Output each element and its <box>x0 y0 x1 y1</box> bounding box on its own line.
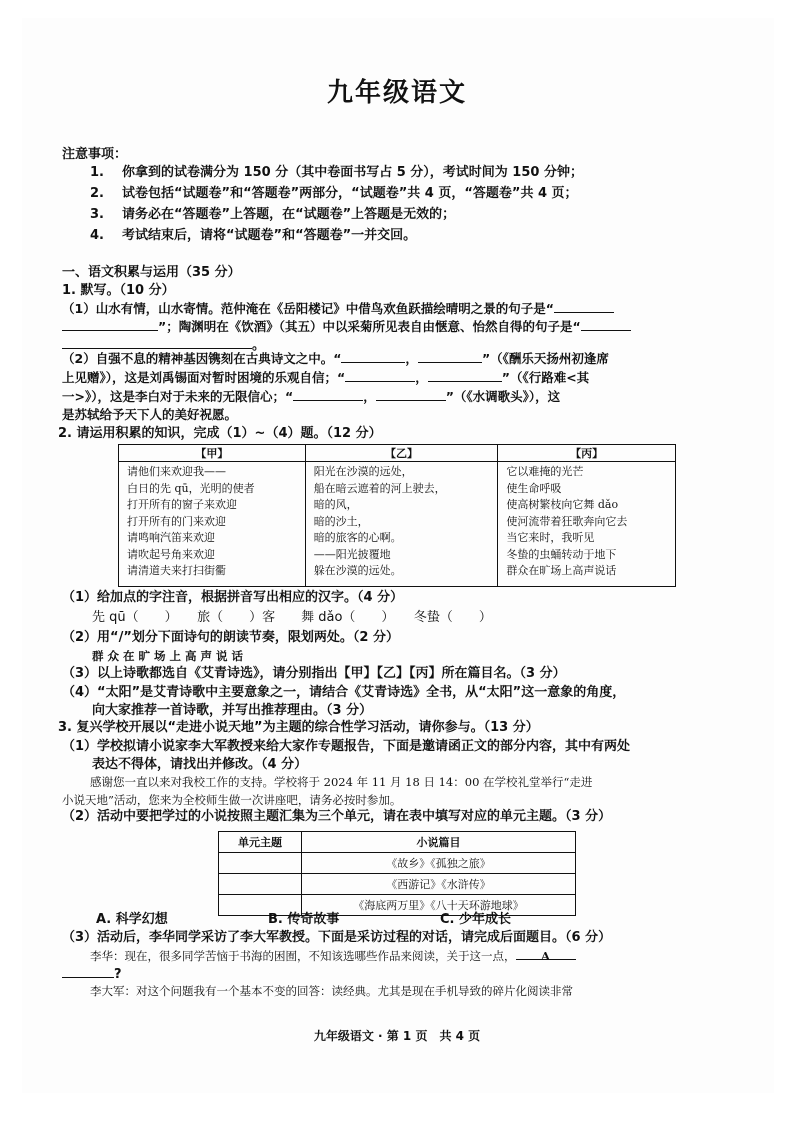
answer-blank[interactable] <box>428 369 502 382</box>
pinyin-row: 先 qū（ ） 旅（ ）客 舞 dǎo（ ） 冬蛰（ ） <box>92 610 492 625</box>
blank-label: A <box>541 949 550 963</box>
poem-yi <box>305 462 498 587</box>
option: B. 传奇故事 <box>268 912 340 927</box>
notice-item-num: 4. <box>90 228 104 243</box>
sub-question: （3）活动后，李华同学采访了李大军教授。下面是采访过程的对话，请完成后面题目。（6 分） <box>62 930 612 945</box>
poem-bing <box>498 462 676 587</box>
notice-item-num: 2. <box>90 186 104 201</box>
answer-blank[interactable] <box>376 388 446 401</box>
invitation-text: 小说天地”活动，您来为全校师生做一次讲座吧，请务必按时参加。 <box>62 793 402 807</box>
q1-text: ”（《水调歌头》），这 <box>445 389 561 404</box>
q1-text: ”（《行路难<其 <box>501 370 590 385</box>
q1-text: ， <box>363 389 376 404</box>
poem-line: 使河流带着狂歌奔向它去 <box>506 514 628 528</box>
question-heading: 3. 复兴学校开展以“走进小说天地”为主题的综合性学习活动，请你参与。（13 分） <box>58 720 539 735</box>
q1-text: ， <box>415 370 428 385</box>
q1-line <box>62 388 560 406</box>
answer-blank[interactable] <box>581 318 631 331</box>
q1-text: （2）自强不息的精神基因镌刻在古典诗文之中。“ <box>62 351 342 366</box>
q1-text: ”（《酬乐天扬州初逢席 <box>481 351 609 366</box>
dialogue-line <box>90 947 576 965</box>
poem-line: 阳光在沙漠的远处， <box>313 465 413 478</box>
poem-line: 暗的沙土， <box>313 514 369 528</box>
question-heading: 2. 请运用积累的知识，完成（1）~（4）题。（12 分） <box>58 426 382 441</box>
poem-line: 当它来时，我听见 <box>506 531 595 544</box>
unit-novels: 《故乡》《孤独之旅》 <box>302 853 576 874</box>
notice-item: 请务必在“答题卷”上答题，在“试题卷”上答题是无效的； <box>122 207 456 222</box>
q1-text: ， <box>405 351 418 366</box>
sub-question: 表达不得体，请找出并修改。（4 分） <box>92 757 308 772</box>
sub-question: （1）学校拟请小说家李大军教授来给大家作专题报告，下面是邀请函正文的部分内容，其中有两处 <box>62 739 631 754</box>
question-mark: ? <box>114 967 122 982</box>
poem-line: 请清道夫来打扫街衢 <box>127 564 226 577</box>
poem-line: 打开所有的门来欢迎 <box>127 514 226 528</box>
notice-item-num: 3. <box>90 207 104 222</box>
q1-text: ”；陶渊明在《饮酒》（其五）中以采菊所见表自由惬意、怡然自得的句子是“ <box>158 319 581 334</box>
poem-line: 暗的风， <box>313 498 358 511</box>
poem-line: 请鸣响汽笛来欢迎 <box>127 531 215 544</box>
poem-line: 使高树繁枝向它舞 dǎo <box>506 498 619 511</box>
question-heading: 1. 默写。（10 分） <box>62 283 175 298</box>
q1-line <box>62 300 614 318</box>
poem-line: 冬蛰的虫蛹转动于地下 <box>506 547 617 561</box>
q1-text: 一>》），这是李白对于未来的无限信心；“ <box>62 389 294 404</box>
poem-line: 使生命呼吸 <box>506 481 562 495</box>
poem-line: 打开所有的窗子来欢迎 <box>127 498 237 511</box>
option: A. 科学幻想 <box>96 912 168 927</box>
q1-line <box>62 350 609 368</box>
poem-column-label: 【甲】 <box>119 445 306 462</box>
sub-question: （3）以上诗歌都选自《艾青诗选》，请分别指出【甲】【乙】【丙】所在篇目名。（3 分） <box>62 666 566 681</box>
poem-jia <box>119 462 306 587</box>
page-footer: 九年级语文 · 第 1 页 共 4 页 <box>313 1029 481 1043</box>
poem-line: 白日的先 qū，光明的使者 <box>127 481 255 495</box>
answer-blank-a[interactable] <box>516 947 576 963</box>
q1-text: 。 <box>252 338 266 353</box>
poem-line: 暗的旅客的心啊。 <box>313 531 402 544</box>
dialogue-lihua: 李华：现在，很多同学苦恼于书海的困囿，不知该选哪些作品来阅读，关于这一点， <box>90 949 516 963</box>
sub-question: （1）给加点的字注音，根据拼音写出相应的汉字。（4 分） <box>62 590 404 605</box>
unit-theme-cell[interactable] <box>219 874 302 895</box>
poem-line: 它以难掩的光芒 <box>506 465 584 478</box>
answer-blank[interactable] <box>62 336 252 349</box>
unit-novels: 《西游记》《水浒传》 <box>302 874 576 895</box>
invitation-text: 感谢您一直以来对我校工作的支持。学校将于 2024 年 11 月 18 日 14：00 在学校礼堂举行“走进 <box>90 775 593 789</box>
answer-blank[interactable] <box>293 388 363 401</box>
sub-question: 向大家推荐一首诗歌，并写出推荐理由。（3 分） <box>92 703 373 718</box>
q1-text: （1）山水有情，山水寄情。范仲淹在《岳阳楼记》中借鸟欢鱼跃描绘晴明之景的句子是“ <box>62 301 554 316</box>
answer-blank[interactable] <box>554 300 614 313</box>
q1-text: 上见赠》），这是刘禹锡面对暂时困境的乐观自信；“ <box>62 370 346 385</box>
unit-novels: 《海底两万里》《八十天环游地球》 <box>302 895 576 916</box>
notice-item: 你拿到的试卷满分为 150 分（其中卷面书写占 5 分），考试时间为 150 分钟； <box>122 165 583 180</box>
answer-blank[interactable] <box>341 350 405 363</box>
poem-line: 躲在沙漠的远处。 <box>313 564 402 577</box>
poem-line: 请他们来欢迎我—— <box>127 465 226 478</box>
unit-header: 小说篇目 <box>302 832 576 853</box>
poem-column-label: 【乙】 <box>305 445 498 462</box>
notice-item: 考试结束后，请将“试题卷”和“答题卷”一并交回。 <box>122 228 417 243</box>
notice-item: 试卷包括“试题卷”和“答题卷”两部分，“试题卷”共 4 页，“答题卷”共 4 页； <box>122 186 578 201</box>
page-title: 九年级语文 <box>326 78 467 108</box>
dialogue-lidajun: 李大军：对这个问题我有一个基本不变的回答：读经典。尤其是现在手机导致的碎片化阅读非常 <box>90 984 573 998</box>
unit-header: 单元主题 <box>219 832 302 853</box>
notice-heading: 注意事项： <box>62 147 128 162</box>
unit-table <box>218 831 576 916</box>
option: C. 少年成长 <box>440 912 512 927</box>
answer-blank[interactable] <box>62 965 114 978</box>
notice-item-num: 1. <box>90 165 104 180</box>
sub-question: （2）用“/”划分下面诗句的朗读节奏，限划两处。（2 分） <box>62 630 399 645</box>
poem-line: 船在暗云遮着的河上驶去， <box>313 481 446 495</box>
q1-line <box>62 318 631 336</box>
poem-line: 请吹起号角来欢迎 <box>127 547 215 561</box>
answer-blank[interactable] <box>62 318 158 331</box>
sub-question: （2）活动中要把学过的小说按照主题汇集为三个单元，请在表中填写对应的单元主题。（3 分） <box>62 809 612 824</box>
sub-question: （4）“太阳”是艾青诗歌中主要意象之一，请结合《艾青诗选》全书，从“太阳”这一意象的角度， <box>62 685 626 700</box>
unit-theme-cell[interactable] <box>219 853 302 874</box>
poem-line: ——阳光披覆地 <box>313 547 391 561</box>
rhythm-line: 群 众 在 旷 场 上 高 声 说 话 <box>92 649 244 663</box>
q1-text: 是苏轼给予天下人的美好祝愿。 <box>62 407 238 422</box>
poem-column-label: 【丙】 <box>498 445 676 462</box>
section-heading: 一、语文积累与运用（35 分） <box>62 265 241 280</box>
poem-line: 群众在旷场上高声说话 <box>506 564 617 577</box>
answer-blank[interactable] <box>418 350 482 363</box>
answer-blank[interactable] <box>345 369 415 382</box>
poem-table <box>118 444 676 587</box>
q1-line <box>62 369 589 387</box>
